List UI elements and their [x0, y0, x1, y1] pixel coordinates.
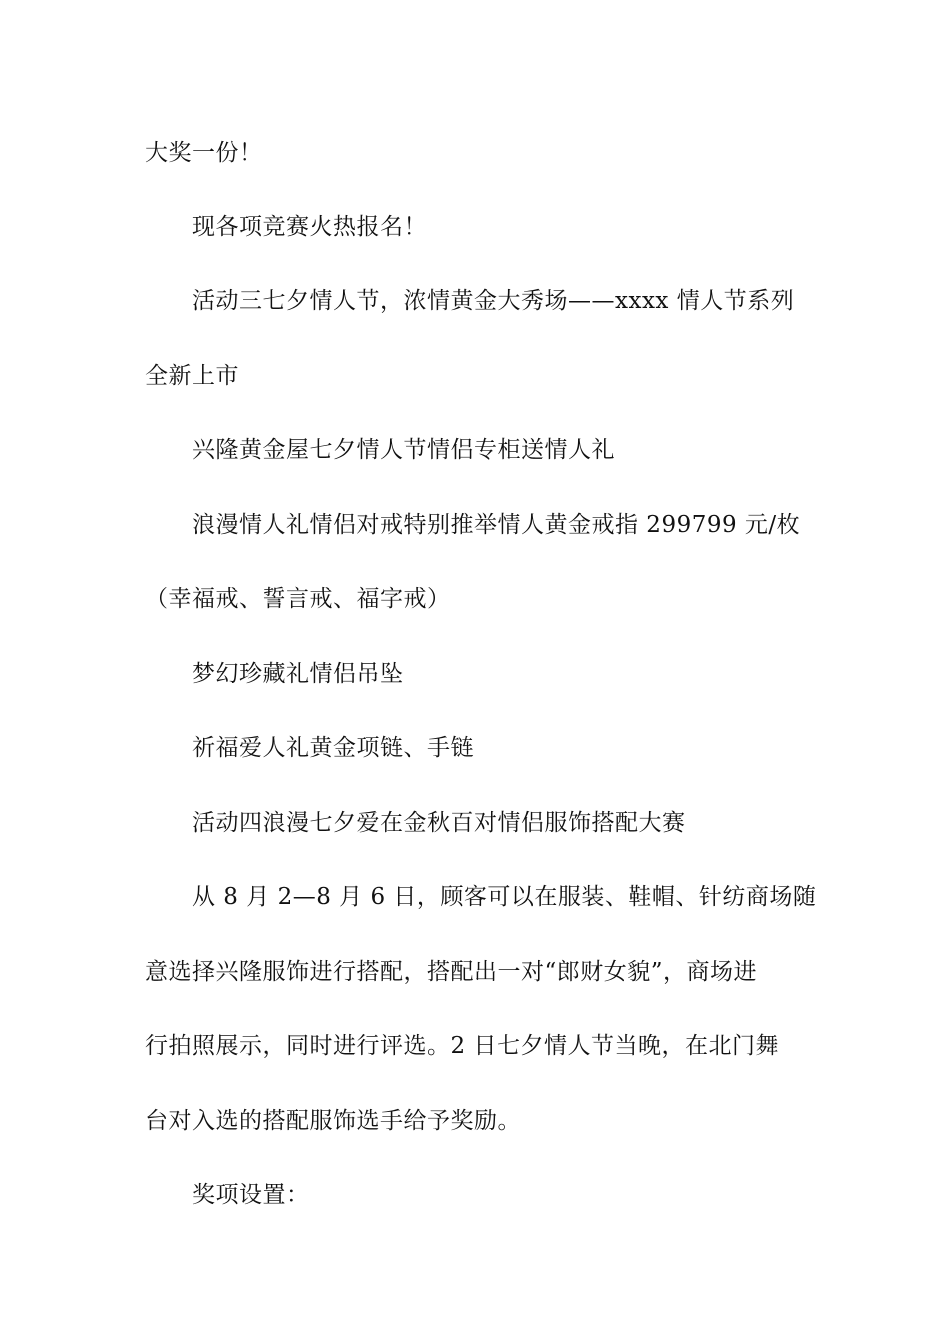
paragraph-line-13: 行拍照展示，同时进行评选。2 日七夕情人节当晚，在北门舞 [145, 1033, 779, 1059]
paragraph-line-14: 台对入选的搭配服饰选手给予奖励。 [145, 1108, 521, 1134]
paragraph-line-10: 活动四浪漫七夕爱在金秋百对情侣服饰搭配大赛 [192, 810, 686, 836]
paragraph-line-7: （幸福戒、誓言戒、福字戒） [145, 586, 451, 612]
paragraph-line-11: 从 8 月 2—8 月 6 日，顾客可以在服装、鞋帽、针纺商场随 [192, 884, 817, 910]
paragraph-line-3: 活动三七夕情人节，浓情黄金大秀场——xxxx 情人节系列 [192, 288, 795, 314]
paragraph-line-6: 浪漫情人礼情侣对戒特别推举情人黄金戒指 299799 元/枚 [192, 512, 801, 538]
paragraph-line-2: 现各项竞赛火热报名！ [192, 214, 427, 240]
paragraph-line-15: 奖项设置： [192, 1182, 310, 1208]
paragraph-line-12: 意选择兴隆服饰进行搭配，搭配出一对“郎财女貌”，商场进 [145, 959, 758, 985]
paragraph-line-8: 梦幻珍藏礼情侣吊坠 [192, 661, 404, 687]
paragraph-line-5: 兴隆黄金屋七夕情人节情侣专柜送情人礼 [192, 437, 615, 463]
paragraph-line-9: 祈福爱人礼黄金项链、手链 [192, 735, 474, 761]
paragraph-line-4: 全新上市 [145, 363, 239, 389]
paragraph-line-1: 大奖一份！ [145, 140, 263, 166]
